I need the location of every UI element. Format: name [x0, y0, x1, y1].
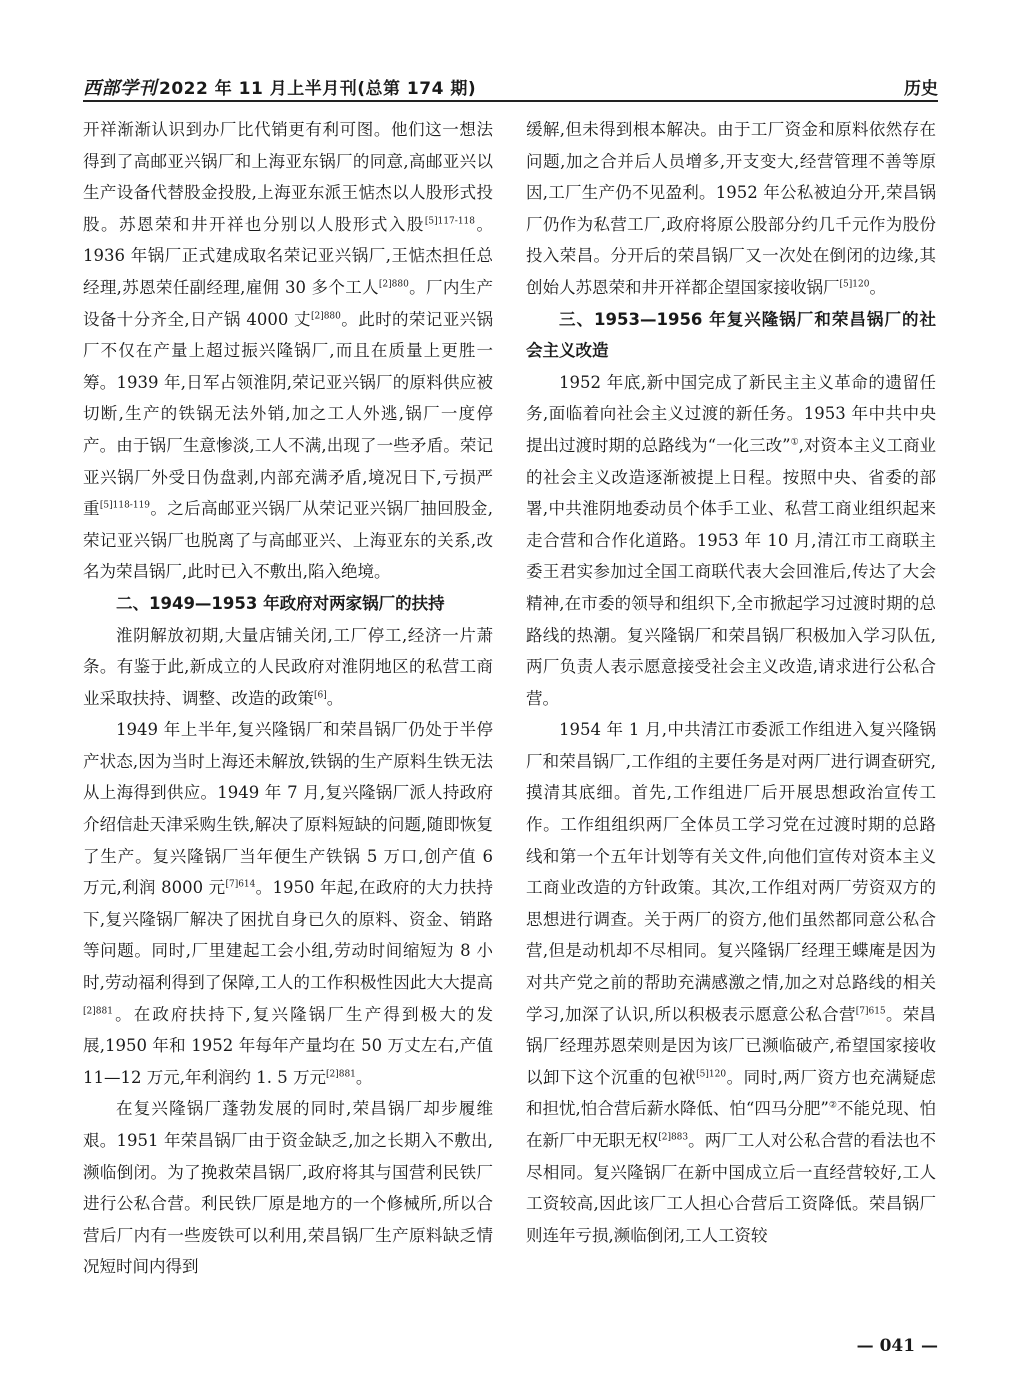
page-number: — 041 —	[856, 1336, 938, 1356]
citation: [7]614	[225, 879, 256, 890]
citation: [2]883	[658, 1132, 689, 1143]
citation: [5]117-118	[424, 216, 476, 227]
citation: [5]118-119	[99, 500, 151, 511]
paragraph: 缓解,但未得到根本解决。由于工厂资金和原料依然存在问题,加之合并后人员增多,开支变大,经营管理不善等原因,工厂生产仍不见盈利。1952 年公私被迫分开,荣昌锅厂仍作为私营工厂,政府将原公股部分约几千元作为股份投入荣昌。分开后的荣昌锅厂又一次处在倒闭的边缘,其创始人苏恩荣和井开祥都企望国家接收锅厂$^{[5]120}$。	[526, 120, 936, 297]
footnote-marker: ①	[790, 437, 799, 448]
paragraph: 1954 年 1 月,中共清江市委派工作组进入复兴隆锅厂和荣昌锅厂,工作组的主要任务是对两厂进行调查研究,摸清其底细。首先,工作组进厂后开展思想政治宣传工作。工作组组织两厂全体员工学习党在过渡时期的总路线和第一个五年计划等有关文件,向他们宣传对资本主义工商业改造的方针政策。其次,工作组对两厂劳资双方的思想进行调查。关于两厂的资方,他们虽然都同意公私合营,但是动机却不尽相同。复兴隆锅厂经理王蝶庵是因为对共产党之前的帮助充满感激之情,加之对总路线的相关学习,加深了认识,所以积极表示愿意公私合营$^{[7]615}$。荣昌锅厂经理苏恩荣则是因为该厂已濒临破产,希望国家接收以卸下这个沉重的包袱$^{[5]120}$。同时,两厂资方也充满疑虑和担忧,怕合营后薪水降低、怕“四马分肥”②不能兑现、怕在新厂中无职无权$^{[2]883}$。两厂工人对公私合营的看法也不尽相同。复兴隆锅厂在新中国成立后一直经营较好,工人工资较高,因此该厂工人担心合营后工资降低。荣昌锅厂则连年亏损,濒临倒闭,工人工资较	[526, 720, 937, 1245]
paragraph: 淮阴解放初期,大量店铺关闭,工厂停工,经济一片萧条。有鉴于此,新成立的人民政府对淮阴地区的私营工商业采取扶持、调整、改造的政策[6]。	[83, 625, 493, 708]
paragraph: 1952 年底,新中国完成了新民主主义革命的遗留任务,面临着向社会主义过渡的新任务。1953 年中共中央提出过渡时期的总路线为“一化三改”①,对资本主义工商业的社会主义改造逐渐被提上日程。按照中央、省委的部署,中共淮阴地委动员个体手工业、私营工商业组织起来走合营和合作化道路。1953 年 10 月,清江市工商联主委王君实参加过全国工商联代表大会回淮后,传达了大会精神,在市委的领导和组织下,全市掀起学习过渡时期的总路线的热潮。复兴隆锅厂和荣昌锅厂积极加入学习队伍,两厂负责人表示愿意接受社会主义改造,请求进行公私合营。	[526, 372, 936, 708]
citation: [5]120	[696, 1069, 727, 1080]
journal-title	[83, 74, 476, 100]
section-heading: 二、1949—1953 年政府对两家锅厂的扶持	[116, 593, 445, 613]
citation: [2]881	[325, 1069, 356, 1080]
citation: [7]615	[855, 1006, 886, 1017]
citation: [2]880	[378, 279, 409, 290]
issue-info: 2022 年 11 月上半月刊(总第 174 期)	[159, 79, 477, 99]
section-label: 历史	[904, 79, 938, 99]
paragraph: 开祥渐渐认识到办厂比代销更有利可图。他们这一想法得到了高邮亚兴锅厂和上海亚东锅厂的同意,高邮亚兴以生产设备代替股金投股,上海亚东派王惦杰以人股形式投股。苏恩荣和井开祥也分别以人股形式入股$^{[5]117-118}$。1936 年锅厂正式建成取名荣记亚兴锅厂,王惦杰担任总经理,苏恩荣任副经理,雇佣 30 多个工人$^{[2]880}$。厂内生产设备十分齐全,日产锅 4000 丈$^{[2]880}$。此时的荣记亚兴锅厂不仅在产量上超过振兴隆锅厂,而且在质量上更胜一筹。1939 年,日军占领淮阴,荣记亚兴锅厂的原料供应被切断,生产的铁锅无法外销,加之工人外逃,锅厂一度停产。由于锅厂生意惨淡,工人不满,出现了一些矛盾。荣记亚兴锅厂外受日伪盘剥,内部充满矛盾,境况日下,亏损严重$^{[5]118-119}$。之后高邮亚兴锅厂从荣记亚兴锅厂抽回股金,荣记亚兴锅厂也脱离了与高邮亚兴、上海亚东的关系,改名为荣昌锅厂,此时已入不敷出,陷入绝境。	[83, 120, 494, 582]
citation: [2]880	[310, 311, 341, 322]
citation: [2]881	[83, 1006, 113, 1017]
paragraph: 1949 年上半年,复兴隆锅厂和荣昌锅厂仍处于半停产状态,因为当时上海还未解放,铁锅的生产原料生铁无法从上海得到供应。1949 年 7 月,复兴隆锅厂派人持政府介绍信赴天津采购生铁,解决了原料短缺的问题,随即恢复了生产。复兴隆锅厂当年便生产铁锅 5 万口,创产值 6 万元,利润 8000 元$^{[7]614}$。1950 年起,在政府的大力扶持下,复兴隆锅厂解决了困扰自身已久的原料、资金、销路等问题。同时,厂里建起工会小组,劳动时间缩短为 8 小时,劳动福利得到了保障,工人的工作积极性因此大大提高$^{[2]881}$。在政府扶持下,复兴隆锅厂生产得到极大的发展,1950 年和 1952 年每年产量均在 50 万丈左右,产值 11—12 万元,年利润约 1. 5 万元$^{[2]881}$。	[83, 720, 493, 1087]
citation: [5]120	[839, 279, 870, 290]
journal-logo: 西部学刊	[83, 78, 157, 99]
left-column	[83, 114, 493, 1283]
header-rule	[83, 100, 938, 102]
paragraph: 在复兴隆锅厂蓬勃发展的同时,荣昌锅厂却步履维艰。1951 年荣昌锅厂由于资金缺乏,加之长期入不敷出,濒临倒闭。为了挽救荣昌锅厂,政府将其与国营利民铁厂进行公私合营。利民铁厂原是地方的一个修械所,所以合营后厂内有一些废铁可以利用,荣昌锅厂生产原料缺乏情况短时间内得到	[83, 1099, 493, 1277]
section-heading: 三、1953—1956 年复兴隆锅厂和荣昌锅厂的社会主义改造	[526, 309, 936, 361]
right-column	[526, 114, 936, 1251]
page-header	[83, 70, 938, 100]
footnote-marker: ②	[828, 1100, 837, 1111]
citation: [6]	[314, 690, 327, 701]
